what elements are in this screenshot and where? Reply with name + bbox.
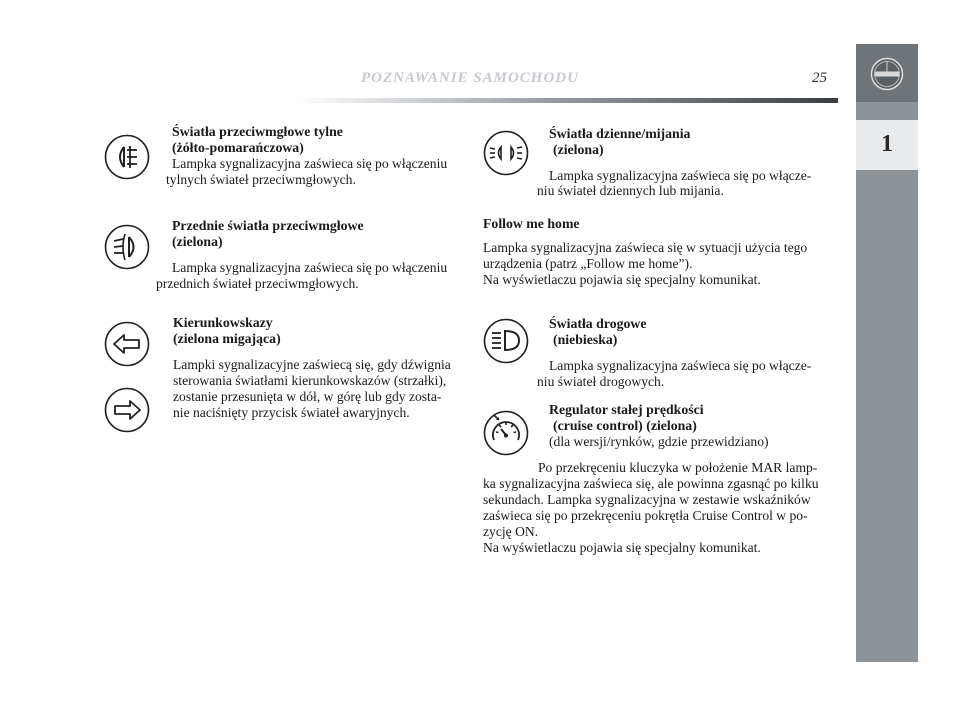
turn-left-arrow-icon [104, 321, 150, 367]
cruise-body-4: zaświeca się po przekręceniu pokrętła Cruise Control w po- [483, 508, 808, 523]
high-beam-title: Światła drogowe [549, 316, 647, 331]
indicators-body-2: sterowania światłami kierunkowskazów (strzałki), [173, 373, 447, 388]
page-number: 25 [812, 70, 827, 86]
rear-fog-body-2: tylnych świateł przeciwmgłowych. [166, 172, 356, 187]
front-fog-title: Przednie światła przeciwmgłowe [172, 218, 364, 233]
indicators-title: Kierunkowskazy [173, 315, 273, 330]
follow-body-2: urządzenia (patrz „Follow me home”). [483, 256, 693, 271]
follow-me-home-block [483, 216, 839, 288]
rear-fog-color: (żółto-pomarańczowa) [172, 140, 304, 155]
front-fog-body-1: Lampka sygnalizacyjna zaświeca się po włączeniu [172, 260, 448, 275]
follow-me-home-title: Follow me home [483, 216, 580, 231]
cruise-title: Regulator stałej prędkości [549, 402, 704, 417]
follow-body-3: Na wyświetlaczu pojawia się specjalny komunikat. [483, 272, 761, 287]
high-beam-color: (niebieska) [553, 332, 618, 347]
cruise-body-5: zycję ON. [483, 524, 539, 539]
high-beam-body-1: Lampka sygnalizacyjna zaświeca się po włącze- [549, 358, 812, 373]
indicators-body-1: Lampki sygnalizacyjne zaświecą się, gdy dźwignia [173, 357, 451, 372]
high-beam-block [537, 316, 839, 390]
front-fog-block [156, 218, 458, 292]
cruise-body-3: sekundach. Lampka sygnalizacyjna w zestawie wskaźników [483, 492, 811, 507]
rear-fog-title: Światła przeciwmgłowe tylne [172, 124, 343, 139]
lancia-logo-icon [870, 57, 904, 91]
turn-right-arrow-icon [104, 387, 150, 433]
cruise-body-2: ka sygnalizacyjna zaświeca się, ale powinna zgasnąć po kilku [483, 476, 819, 491]
daytime-color: (zielona) [553, 142, 604, 157]
cruise-control-block [549, 402, 839, 450]
front-fog-color: (zielona) [172, 234, 223, 249]
rear-fog-block [166, 124, 458, 188]
daytime-body-2: niu świateł dziennych lub mijania. [537, 183, 724, 198]
indicators-body-4: nie naciśnięty przycisk świateł awaryjnych. [173, 405, 410, 420]
chapter-number: 1 [881, 131, 893, 157]
cruise-body-1: Po przekręceniu kluczyka w położenie MAR lamp- [538, 460, 818, 475]
rear-fog-body-1: Lampka sygnalizacyjna zaświeca się po włączeniu [172, 156, 448, 171]
cruise-body [483, 460, 839, 556]
page-header-title: POZNAWANIE SAMOCHODU [361, 70, 579, 86]
daytime-body-1: Lampka sygnalizacyjna zaświeca się po włącze- [549, 168, 812, 183]
rear-fog-light-icon [104, 134, 150, 180]
cruise-control-icon [483, 410, 529, 456]
indicators-color: (zielona migająca) [173, 331, 281, 346]
daytime-title: Światła dzienne/mijania [549, 126, 691, 141]
cruise-body-6: Na wyświetlaczu pojawia się specjalny komunikat. [483, 540, 761, 555]
indicators-block [173, 315, 458, 421]
header-rule [296, 98, 838, 103]
high-beam-icon [483, 318, 529, 364]
front-fog-light-icon [104, 224, 150, 270]
follow-body-1: Lampka sygnalizacyjna zaświeca się w sytuacji użycia tego [483, 240, 808, 255]
daytime-low-beam-icon [483, 130, 529, 176]
high-beam-body-2: niu świateł drogowych. [537, 374, 665, 389]
daytime-block [537, 126, 839, 184]
cruise-subtitle: (dla wersji/rynków, gdzie przewidziano) [549, 434, 769, 449]
front-fog-body-2: przednich świateł przeciwmgłowych. [156, 276, 359, 291]
indicators-body-3: zostanie przesunięta w dół, w górę lub gdy zosta- [173, 389, 442, 404]
cruise-color: (cruise control) (zielona) [553, 418, 697, 433]
